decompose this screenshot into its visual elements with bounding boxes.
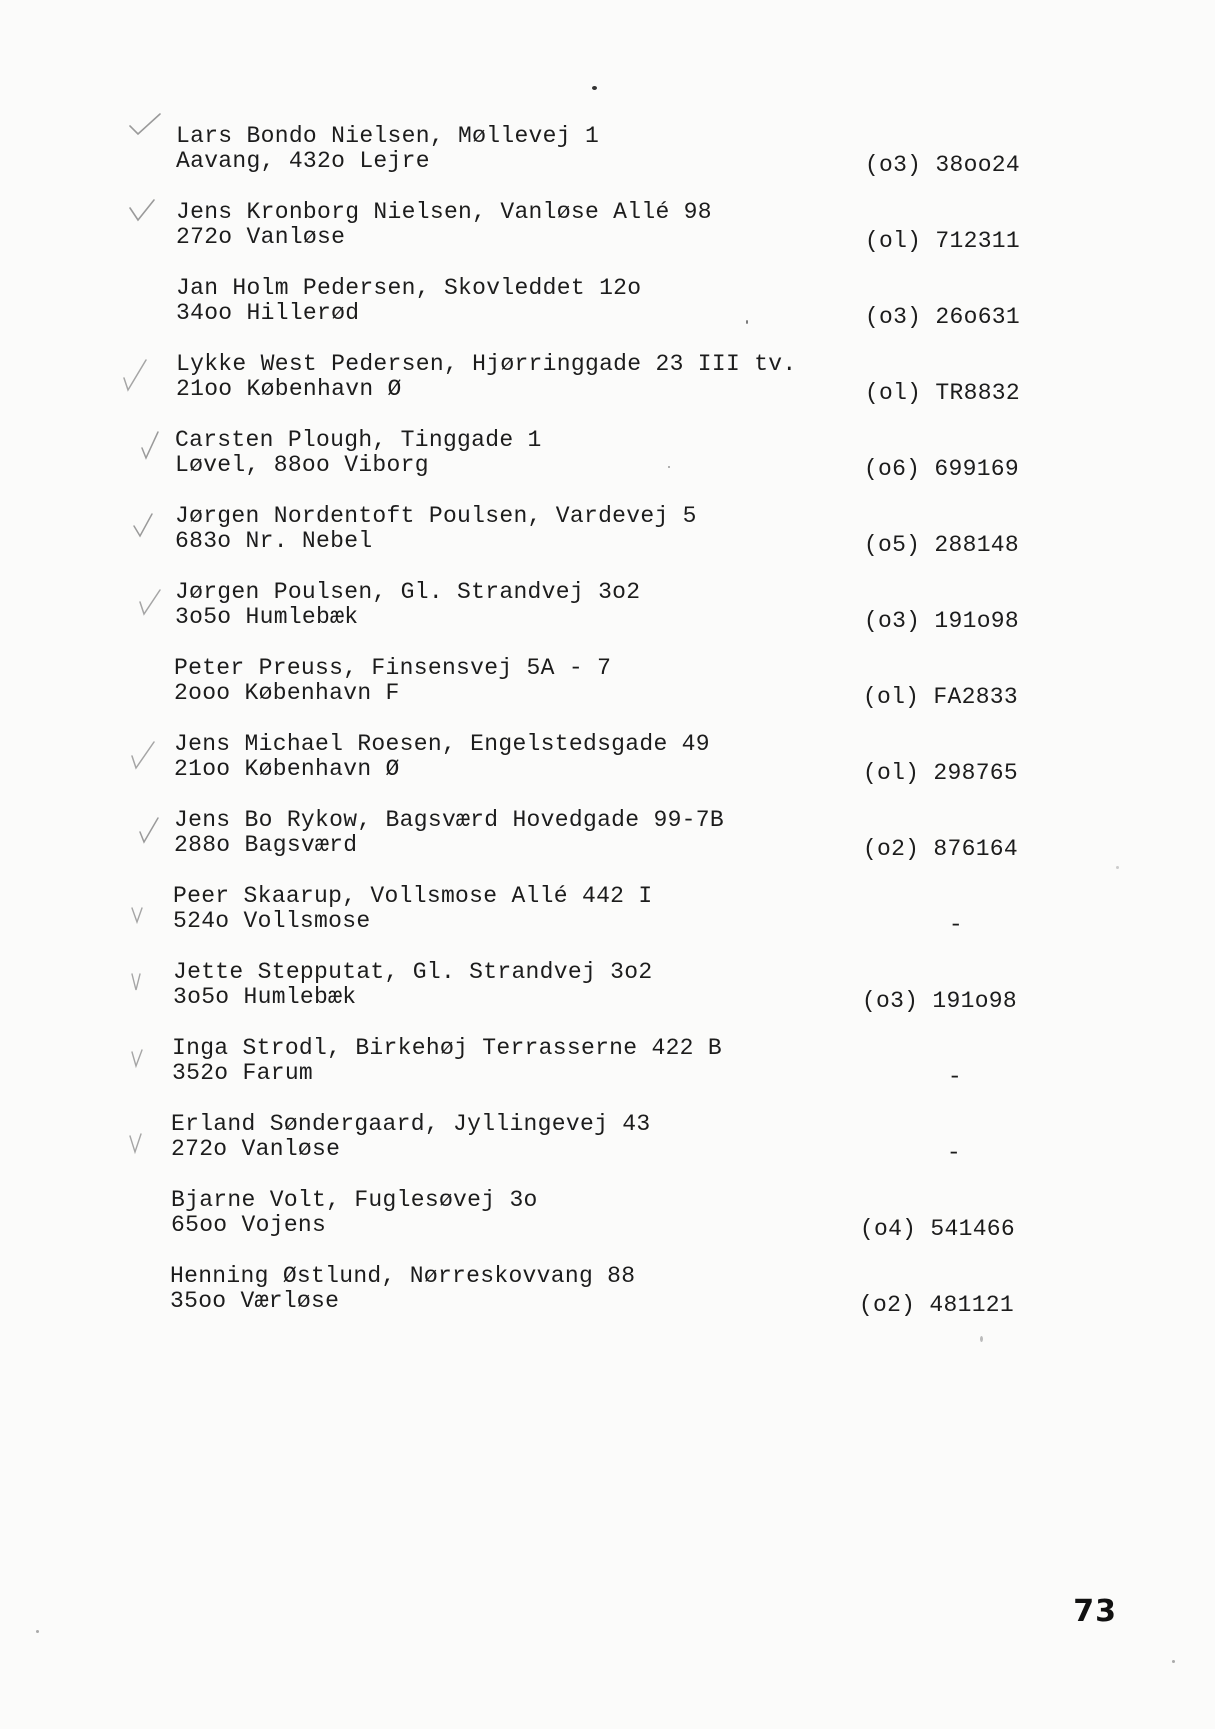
checkmark-icon	[128, 968, 168, 1004]
entry-phone: (ol) 298765	[862, 760, 1018, 786]
entry-postal-city: 3o5o Humlebæk	[173, 984, 357, 1010]
entry-name-street: Jørgen Poulsen, Gl. Strandvej 3o2	[175, 579, 641, 605]
checkmark-icon	[126, 1128, 166, 1164]
page-number: 73	[1073, 1594, 1117, 1629]
checkmark-icon	[120, 358, 160, 394]
entry-postal-city: 65oo Vojens	[171, 1212, 327, 1238]
address-entry	[175, 580, 1035, 640]
address-entry	[173, 960, 1033, 1020]
entry-name-street: Peer Skaarup, Vollsmose Allé 442 I	[173, 883, 653, 909]
entry-name-street: Lars Bondo Nielsen, Møllevej 1	[176, 123, 600, 149]
entry-postal-city: 2ooo København F	[174, 680, 400, 706]
entry-postal-city: 272o Vanløse	[171, 1136, 341, 1162]
entry-postal-city: Løvel, 88oo Viborg	[175, 452, 429, 478]
address-entry	[171, 1112, 1031, 1172]
entry-phone: (o3) 38oo24	[864, 152, 1020, 178]
checkmark-icon	[136, 588, 176, 624]
entry-postal-city: 21oo København Ø	[174, 756, 400, 782]
entry-phone: (o2) 876164	[862, 836, 1018, 862]
entry-name-street: Jan Holm Pedersen, Skovleddet 12o	[176, 275, 642, 301]
entry-postal-city: 352o Farum	[172, 1060, 314, 1086]
entry-name-street: Inga Strodl, Birkehøj Terrasserne 422 B	[172, 1035, 722, 1061]
entry-phone: (o6) 699169	[863, 456, 1019, 482]
checkmark-icon	[128, 198, 168, 234]
address-entry	[172, 1036, 1032, 1096]
address-entry	[174, 732, 1034, 792]
address-entry	[170, 1264, 1030, 1324]
entry-phone: (o2) 481121	[858, 1292, 1014, 1318]
address-entry	[175, 428, 1035, 488]
address-entry	[174, 656, 1034, 716]
checkmark-icon	[136, 814, 176, 850]
paper-speck	[746, 320, 748, 324]
entry-phone: (o3) 26o631	[864, 304, 1020, 330]
entry-name-street: Carsten Plough, Tinggade 1	[175, 427, 542, 453]
entry-name-street: Jens Kronborg Nielsen, Vanløse Allé 98	[176, 199, 712, 225]
entry-postal-city: Aavang, 432o Lejre	[176, 148, 430, 174]
address-entry	[174, 808, 1034, 868]
entry-postal-city: 683o Nr. Nebel	[175, 528, 373, 554]
address-entry	[176, 276, 1036, 336]
entry-name-street: Bjarne Volt, Fuglesøvej 3o	[171, 1187, 538, 1213]
checkmark-icon	[128, 898, 168, 934]
entry-name-street: Peter Preuss, Finsensvej 5A - 7	[174, 655, 612, 681]
address-entry	[176, 200, 1036, 260]
entry-name-street: Jens Bo Rykow, Bagsværd Hovedgade 99-7B	[174, 807, 724, 833]
entry-postal-city: 34oo Hillerød	[176, 300, 360, 326]
entry-name-street: Lykke West Pedersen, Hjørringgade 23 III tv.	[176, 351, 797, 377]
paper-speck	[36, 1630, 39, 1633]
address-entry	[176, 352, 1036, 412]
checkmark-icon	[138, 430, 178, 466]
entry-postal-city: 524o Vollsmose	[173, 908, 371, 934]
paper-speck	[1116, 866, 1119, 869]
entry-phone: (ol) 712311	[864, 228, 1020, 254]
paper-speck	[1172, 1660, 1175, 1663]
entry-phone: (ol) TR8832	[864, 380, 1020, 406]
checkmark-icon	[128, 1044, 168, 1080]
entry-phone: (o5) 288148	[863, 532, 1019, 558]
entry-phone: -	[946, 1140, 961, 1166]
entry-phone: -	[947, 1064, 962, 1090]
entry-phone: (o4) 541466	[859, 1216, 1015, 1242]
address-entry	[171, 1188, 1031, 1248]
entry-postal-city: 35oo Værløse	[170, 1288, 340, 1314]
entry-phone: (ol) FA2833	[862, 684, 1018, 710]
entry-name-street: Jørgen Nordentoft Poulsen, Vardevej 5	[175, 503, 697, 529]
checkmark-icon	[128, 112, 168, 148]
entry-name-street: Jette Stepputat, Gl. Strandvej 3o2	[173, 959, 653, 985]
paper-speck	[980, 1336, 983, 1342]
entry-phone: -	[948, 912, 963, 938]
checkmark-icon	[128, 740, 168, 776]
entry-phone: (o3) 191o98	[861, 988, 1017, 1014]
address-entry	[173, 884, 1033, 944]
entry-postal-city: 288o Bagsværd	[174, 832, 358, 858]
address-entry	[176, 124, 1036, 184]
entry-postal-city: 3o5o Humlebæk	[175, 604, 359, 630]
paper-speck	[592, 86, 597, 90]
checkmark-icon	[132, 510, 172, 546]
paper-speck	[668, 466, 670, 468]
address-entry	[175, 504, 1035, 564]
entry-postal-city: 21oo København Ø	[176, 376, 402, 402]
entry-name-street: Henning Østlund, Nørreskovvang 88	[170, 1263, 636, 1289]
entry-postal-city: 272o Vanløse	[176, 224, 346, 250]
entry-phone: (o3) 191o98	[863, 608, 1019, 634]
entry-name-street: Jens Michael Roesen, Engelstedsgade 49	[174, 731, 710, 757]
entry-name-street: Erland Søndergaard, Jyllingevej 43	[171, 1111, 651, 1137]
